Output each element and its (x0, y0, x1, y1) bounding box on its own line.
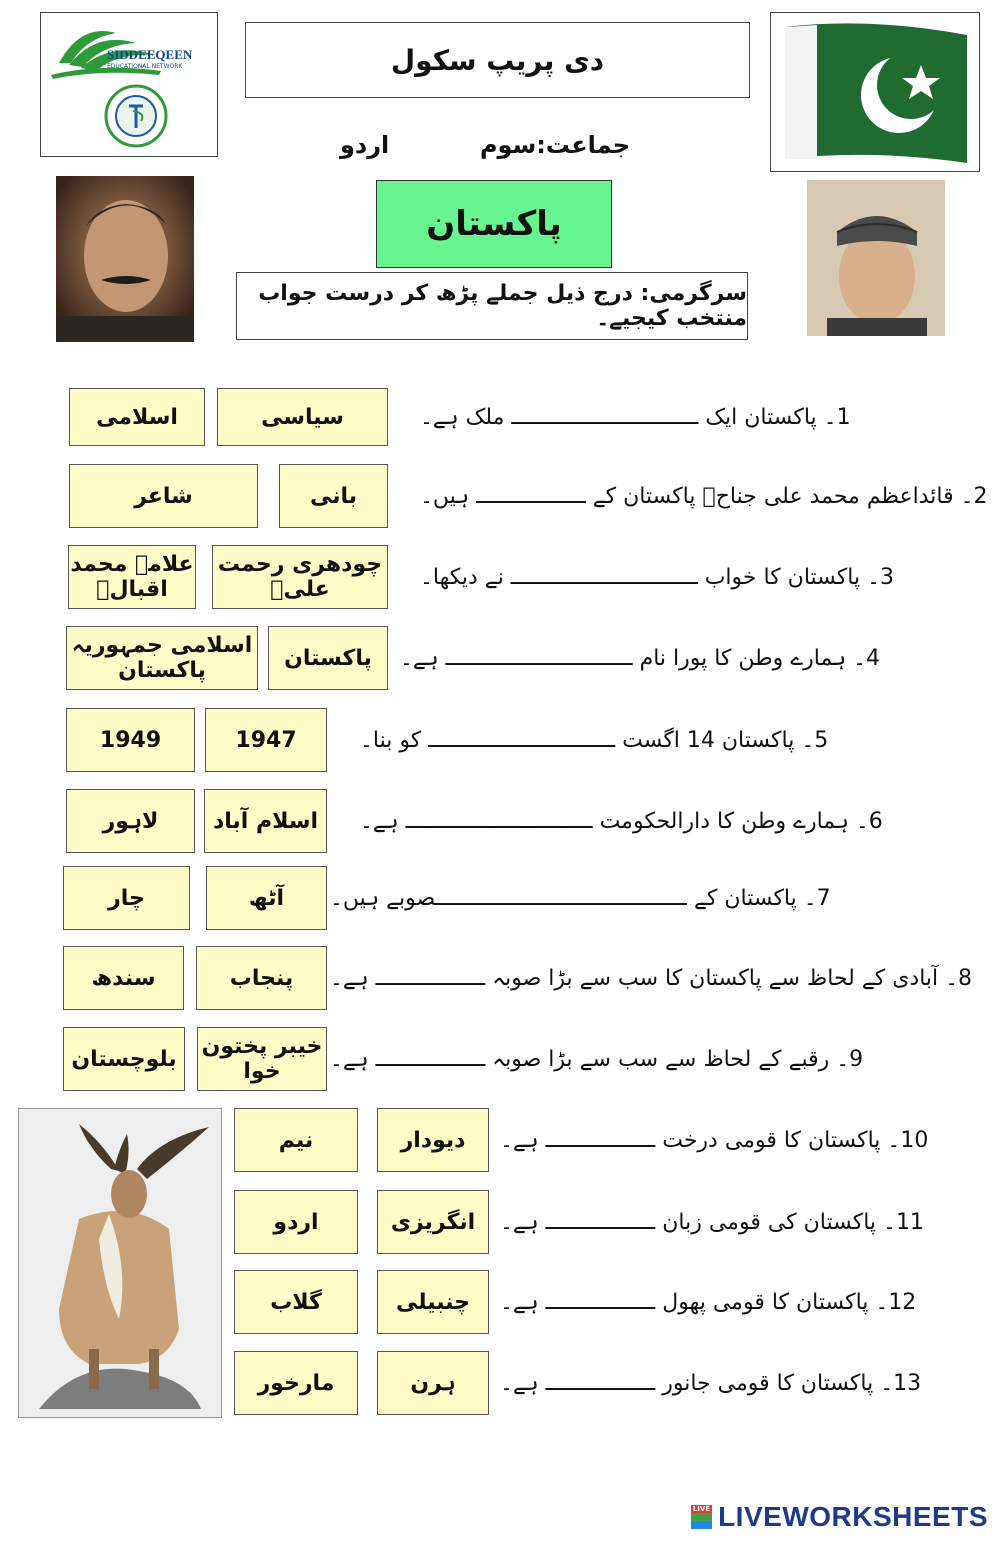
answer-option[interactable]: ہرن (377, 1351, 489, 1415)
pakistan-flag-icon (771, 13, 979, 171)
answer-option[interactable]: بانی (279, 464, 388, 528)
portrait-icon (56, 176, 194, 342)
answer-option[interactable]: انگریزی (377, 1190, 489, 1254)
answer-option[interactable]: شاعر (69, 464, 258, 528)
logo-title: SIDDEEQEEN (107, 47, 193, 62)
watermark-text: LIVEWORKSHEETS (718, 1501, 988, 1532)
topic-title: پاکستان (376, 180, 612, 268)
markhor-icon (19, 1109, 221, 1417)
question-text: 2۔ قائداعظم محمد علی جناحؒ پاکستان کے ـــــــــــــــــ ہیں۔ (420, 483, 988, 509)
answer-option[interactable]: سیاسی (217, 388, 388, 446)
answer-option[interactable]: بلوچستان (63, 1027, 185, 1091)
iqbal-portrait (56, 176, 194, 342)
question-text: 9۔ رقبے کے لحاظ سے سب سے بڑا صوبہ ـــــــــــــــــ ہے۔ (330, 1046, 864, 1072)
question-text: 1۔ پاکستان ایک ـــــــــــــــــــــــــــــ ملک ہے۔ (420, 404, 851, 430)
answer-option[interactable]: علامہ محمد اقبالؒ (68, 545, 196, 609)
question-text: 4۔ ہمارے وطن کا پورا نام ـــــــــــــــــــــــــــــ ہے۔ (400, 645, 880, 671)
liveworksheets-logo-icon: LIVE (691, 1505, 712, 1529)
answer-option[interactable]: اسلامی جمہوریہ پاکستان (66, 626, 258, 690)
answer-option[interactable]: لاہور (66, 789, 195, 853)
jinnah-portrait (807, 180, 945, 336)
liveworksheets-watermark (691, 1499, 988, 1535)
school-logo-box (40, 12, 218, 157)
answer-option[interactable]: آٹھ (206, 866, 327, 930)
question-text: 3۔ پاکستان کا خواب ـــــــــــــــــــــــــــــ نے دیکھا۔ (420, 564, 894, 590)
pakistan-flag-box (770, 12, 980, 172)
activity-instruction: سرگرمی: درج ذیل جملے پڑھ کر درست جواب منتخب کیجیے۔ (236, 272, 748, 340)
answer-option[interactable]: نیم (234, 1108, 358, 1172)
answer-option[interactable]: اسلامی (69, 388, 205, 446)
answer-option[interactable]: مارخور (234, 1351, 358, 1415)
school-name: دی پریپ سکول (245, 22, 750, 98)
siddeeqeen-logo-icon (41, 13, 217, 156)
answer-option[interactable]: سندھ (63, 946, 184, 1010)
answer-option[interactable]: دیودار (377, 1108, 489, 1172)
answer-option[interactable]: اردو (234, 1190, 358, 1254)
portrait-icon (807, 180, 945, 336)
question-text: 12۔ پاکستان کا قومی پھول ـــــــــــــــــ ہے۔ (500, 1289, 917, 1315)
question-text: 8۔ آبادی کے لحاظ سے پاکستان کا سب سے بڑا صوبہ ـــــــــــــــــ ہے۔ (330, 965, 973, 991)
question-text: 10۔ پاکستان کا قومی درخت ـــــــــــــــــ ہے۔ (500, 1127, 929, 1153)
markhor-photo (18, 1108, 222, 1418)
question-text: 11۔ پاکستان کی قومی زبان ـــــــــــــــــ ہے۔ (500, 1209, 924, 1235)
answer-option[interactable]: چودھری رحمت علیؒ (212, 545, 388, 609)
answer-option[interactable]: چار (63, 866, 190, 930)
answer-option[interactable]: خیبر پختون خوا (197, 1027, 327, 1091)
answer-option[interactable]: چنبیلی (377, 1270, 489, 1334)
question-text: 7۔ پاکستان کے ـــــــــــــــــــــــــــــــــــــــصوبے ہیں۔ (330, 885, 831, 911)
logo-subtitle: EDUCATIONAL NETWORK (107, 63, 183, 70)
answer-option[interactable]: 1947 (205, 708, 327, 772)
answer-option[interactable]: 1949 (66, 708, 195, 772)
class-label: جماعت:سوم (479, 131, 630, 159)
answer-option[interactable]: گلاب (234, 1270, 358, 1334)
question-text: 6۔ ہمارے وطن کا دارالحکومت ـــــــــــــــــــــــــــــ ہے۔ (360, 808, 883, 834)
class-info (340, 125, 630, 165)
question-text: 13۔ پاکستان کا قومی جانور ـــــــــــــــــ ہے۔ (500, 1370, 922, 1396)
answer-option[interactable]: اسلام آباد (204, 789, 327, 853)
answer-option[interactable]: پاکستان (268, 626, 388, 690)
subject-label: اردو (340, 131, 390, 159)
answer-option[interactable]: پنجاب (196, 946, 327, 1010)
question-text: 5۔ پاکستان 14 اگست ـــــــــــــــــــــــــــــ کو بنا۔ (360, 727, 829, 753)
